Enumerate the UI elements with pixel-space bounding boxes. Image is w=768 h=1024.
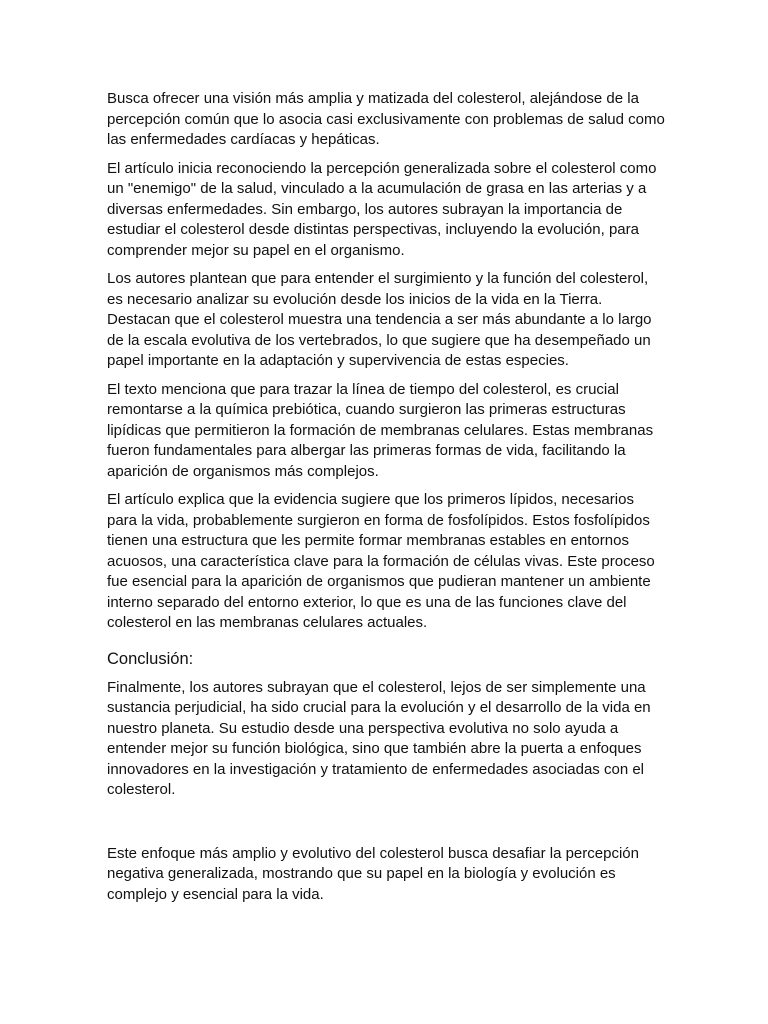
paragraph-final: Este enfoque más amplio y evolutivo del colesterol busca desafiar la percepción negativa generalizada, mostrando que su papel en la biología y evolución es complejo y esencial para la vida. [107,844,639,903]
paragraph-intro: Busca ofrecer una visión más amplia y matizada del colesterol, alejándose de la percepción común que lo asocia casi exclusivamente con problemas de salud como las enfermedades cardíacas y hepáticas. [107,90,665,148]
paragraph-conclusion: Finalmente, los autores subrayan que el colesterol, lejos de ser simplemente una sustancia perjudicial, ha sido crucial para la evolución y el desarrollo de la vida en nuestro planeta. Su estudio desde una perspectiva evolutiva no solo ayuda a entender mejor su función biológica, sino que también abre la puerta a enfoques innovadores en la investigación y tratamiento de enfermedades asociadas con el colesterol. [107,678,651,798]
document-page [107,89,667,913]
paragraph-evolution: Los autores plantean que para entender el surgimiento y la función del colesterol, es necesario analizar su evolución desde los inicios de la vida en la Tierra. Destacan que el colesterol muestra una tendencia a ser más abundante a lo largo de la escala evolutiva de los vertebrados, lo que sugiere que ha desempeñado un papel importante en la adaptación y supervivencia de estas especies. [107,270,652,369]
paragraph-perception: El artículo inicia reconociendo la percepción generalizada sobre el colesterol como un "enemigo" de la salud, vinculado a la acumulación de grasa en las arterias y a diversas enfermedades. Sin embargo, los autores subrayan la importancia de estudiar el colesterol desde distintas perspectivas, incluyendo la evolución, para comprender mejor su papel en el organismo. [107,159,657,259]
paragraph-phospholipids: El artículo explica que la evidencia sugiere que los primeros lípidos, necesarios para la vida, probablemente surgieron en forma de fosfolípidos. Estos fosfolípidos tienen una estructura que les permite formar membranas estables en entornos acuosos, una característica clave para la formación de células vivas. Este proceso fue esencial para la aparición de organismos que pudieran mantener un ambiente interno separado del entorno exterior, lo que es una de las funciones clave del colesterol en las membranas celulares actuales. [107,491,655,631]
conclusion-heading: Conclusión: [107,649,194,668]
paragraph-prebiotic: El texto menciona que para trazar la línea de tiempo del colesterol, es crucial remontarse a la química prebiótica, cuando surgieron las primeras estructuras lipídicas que permitieron la formación de membranas celulares. Estas membranas fueron fundamentales para albergar las primeras formas de vida, facilitando la aparición de organismos más complejos. [107,380,654,480]
